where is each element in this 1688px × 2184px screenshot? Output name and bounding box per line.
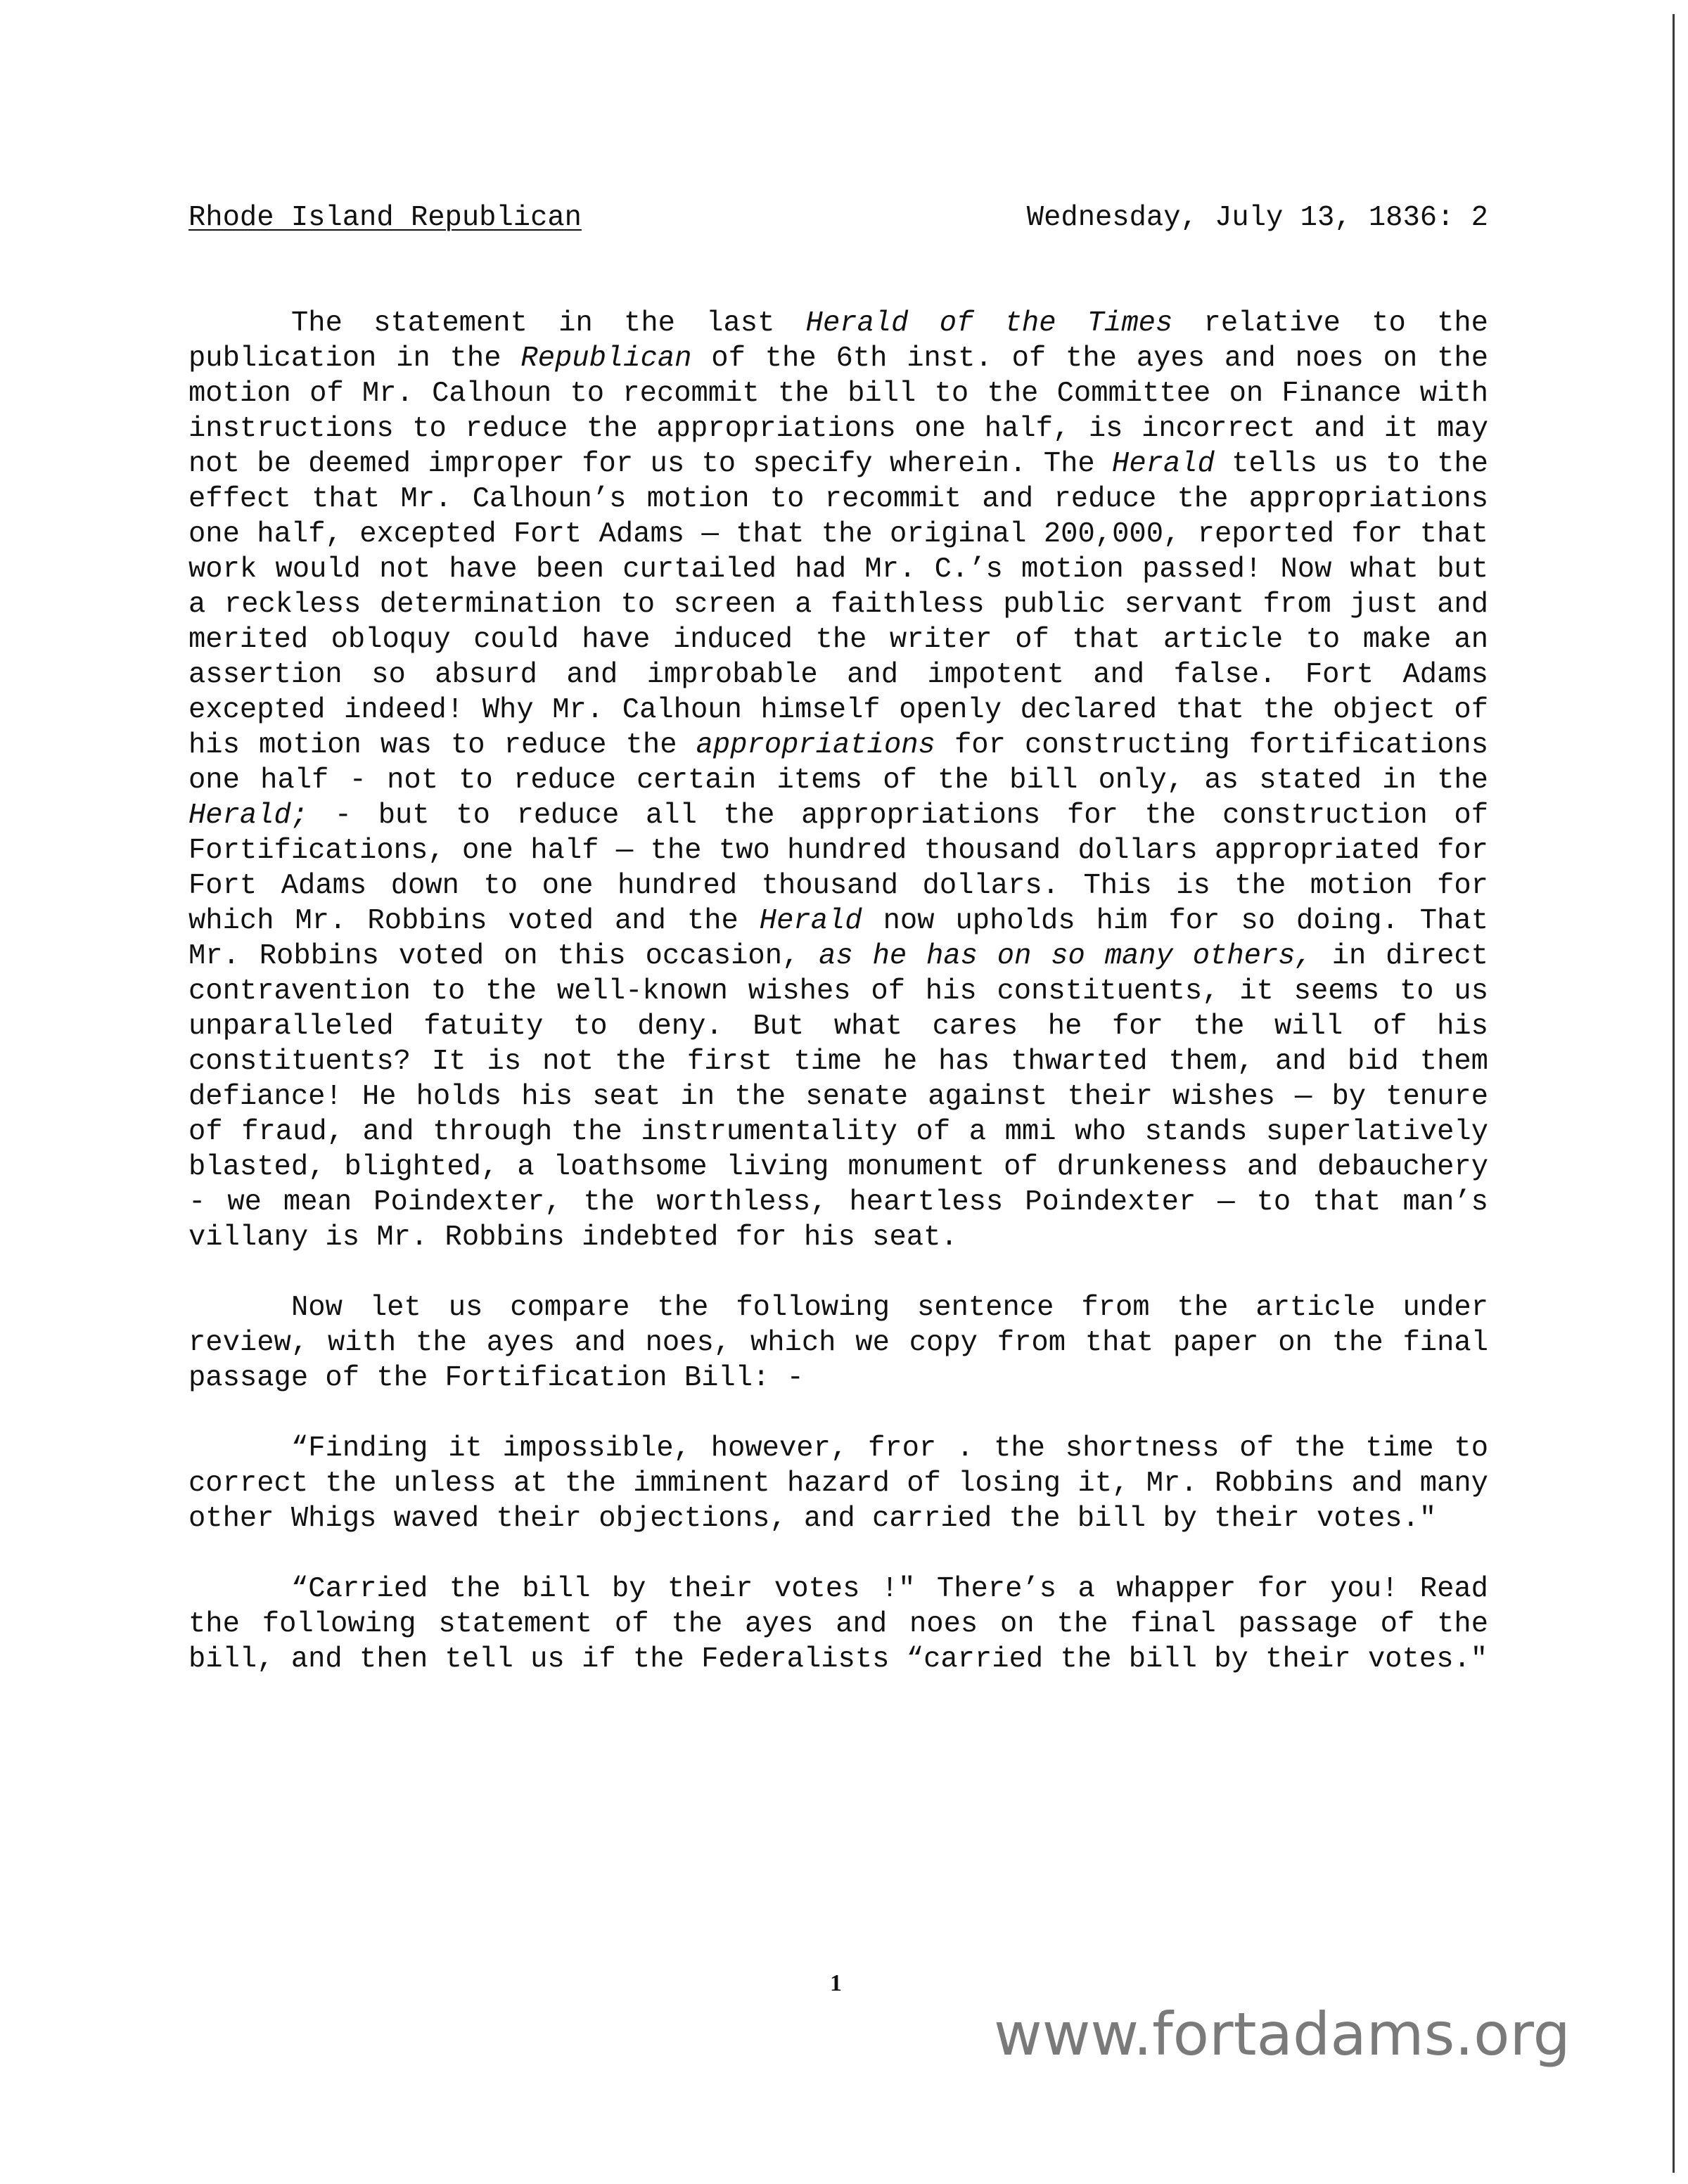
text-segment: for constructing fortifications one half - not to reduce certain items of the bill only, as stated in the: [188, 729, 1488, 797]
website-watermark: www.fortadams.org: [994, 2000, 1571, 2069]
text-segment: in direct contravention to the well-known wishes of his constituents, it seems to us unparalleled fatuity to deny. But what cares he for the will of his constituents? It is not the first time he has thwarted them, and bid them defiance! He holds his seat in the senate against their wishes — by tenure of fraud, and through the instrumentality of a mmi who stands superlatively blasted, blighted, a loathsome living monument of drunkeness and debauchery - we mean Poindexter, the worthless, heartless Poindexter — to that man’s villany is Mr. Robbins indebted for his seat.: [188, 940, 1488, 1254]
issue-date: Wednesday, July 13, 1836: 2: [1026, 202, 1488, 234]
italic-segment: Herald: [1112, 448, 1215, 480]
italic-segment: Herald: [759, 905, 862, 937]
paragraph-whapper: “Carried the bill by their votes !" There’s a whapper for you! Read the following statement of the ayes and noes on the final passage of the bill, and then tell us if the Federalists “carried the bill by their votes.": [188, 1573, 1488, 1676]
text-segment: now upholds him for so doing. That Mr. Robbins voted on this occasion,: [188, 905, 1489, 972]
publication-title: Rhode Island Republican: [188, 202, 582, 234]
italic-segment: Republican: [520, 342, 692, 375]
italic-segment: appropriations: [696, 729, 935, 762]
paragraph-statement: [188, 306, 1488, 1255]
italic-segment: Herald of the Times: [805, 307, 1173, 340]
article-body: [188, 200, 1488, 1712]
scan-edge-line: [1673, 14, 1675, 2173]
paragraph-quote: “Finding it impossible, however, fror . the shortness of the time to correct the unless at the imminent hazard of losing it, Mr. Robbins and many other Whigs waved their objections, and carried the bill by their votes.": [188, 1432, 1488, 1535]
text-segment: - but to reduce all the appropriations for the construction of Fortifications, one half — the two hundred thousand dollars appropriated for Fort Adams down to one hundred thousand dollars. This is the motion for which Mr. Robbins voted and the: [188, 799, 1488, 937]
page-number: 1: [830, 1970, 842, 1996]
italic-segment: as he has on so many others,: [819, 940, 1312, 972]
text-segment: The statement in the last: [291, 307, 806, 340]
page-header: [188, 200, 1488, 236]
text-segment: of the 6th inst. of the ayes and noes on the motion of Mr. Calhoun to recommit the bill to the Committee on Finance with instructions to reduce the appropriations one half, is incorrect and it may not be deemed improper for us to specify wherein. The: [188, 342, 1488, 480]
text-segment: tells us to the effect that Mr. Calhoun’s motion to recommit and reduce the appropriations one half, excepted Fort Adams — that the original 200,000, reported for that work would not have been curtailed had Mr. C.’s motion passed! Now what but a reckless determination to screen a faithless public servant from just and merited obloquy could have induced the writer of that article to make an assertion so absurd and improbable and impotent and false. Fort Adams excepted indeed! Why Mr. Calhoun himself openly declared that the object of his motion was to reduce the: [188, 448, 1488, 762]
italic-segment: Herald;: [188, 799, 309, 832]
paragraph-compare: Now let us compare the following sentence from the article under review, with the ayes and noes, which we copy from that paper on the final passage of the Fortification Bill: -: [188, 1292, 1488, 1394]
text-segment: relative to the publication in the: [188, 307, 1488, 375]
